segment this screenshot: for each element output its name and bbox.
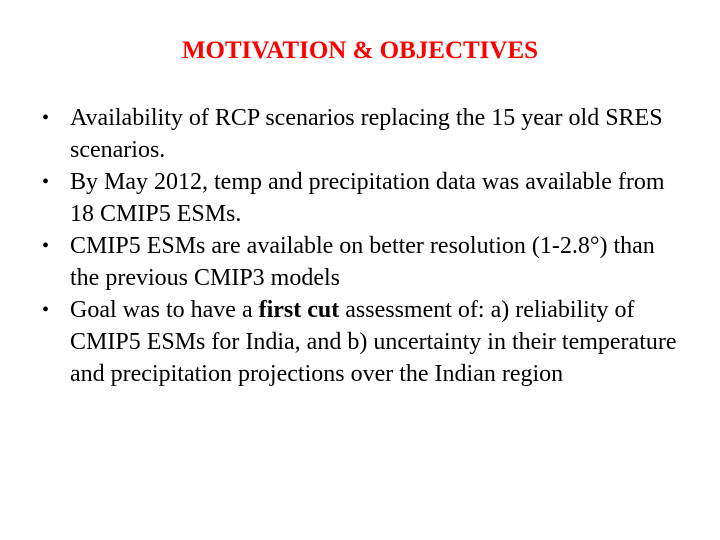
bullet-item-rcp-scenarios bbox=[40, 102, 680, 166]
bullet-text: By May 2012, temp and precipitation data was available from 18 CMIP5 ESMs. bbox=[70, 169, 665, 227]
bullet-icon: • bbox=[42, 299, 50, 321]
bullet-text-after: assessment of: a) reliability of CMIP5 ESMs for India, and b) uncertainty in their temperature and precipitation projections over the Indian region bbox=[70, 297, 677, 387]
bullet-text: CMIP5 ESMs are available on better resolution (1-2.8°) than the previous CMIP3 models bbox=[70, 233, 655, 291]
bullet-item-cmip5-data bbox=[40, 166, 680, 230]
bullet-icon: • bbox=[42, 235, 50, 257]
bullet-text-emphasis: first cut bbox=[258, 297, 340, 323]
bullet-text: Availability of RCP scenarios replacing the 15 year old SRES scenarios. bbox=[70, 105, 663, 163]
bullet-icon: • bbox=[42, 171, 50, 193]
bullet-item-goal bbox=[40, 294, 680, 390]
bullet-icon: • bbox=[42, 107, 50, 129]
slide-title: MOTIVATION & OBJECTIVES bbox=[181, 37, 539, 64]
bullet-text-before: Goal was to have a bbox=[70, 297, 259, 323]
bullet-item-resolution bbox=[40, 230, 680, 294]
bullet-list bbox=[40, 102, 680, 390]
